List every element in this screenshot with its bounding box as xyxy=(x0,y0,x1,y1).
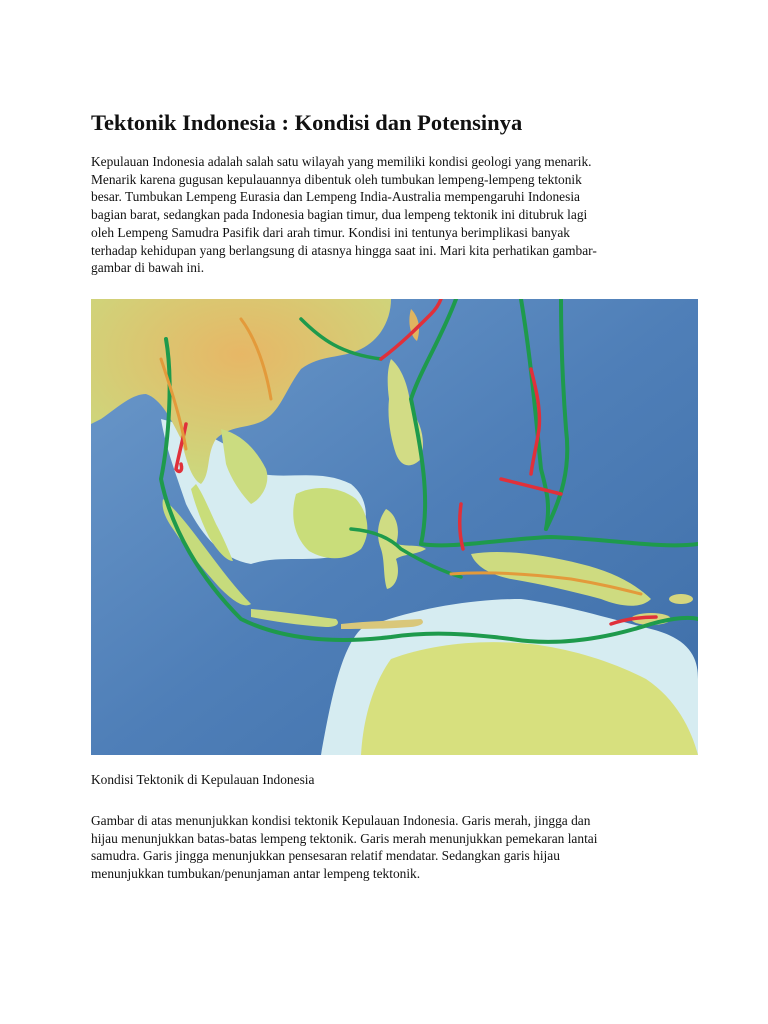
explanation-line: hijau menunjukkan batas-batas lempeng tektonik. Garis merah menunjukkan pemekaran lantai xyxy=(91,830,598,846)
island xyxy=(669,594,693,604)
explanation-line: menunjukkan tumbukan/penunjaman antar lempeng tektonik. xyxy=(91,866,421,882)
intro-line: gambar di bawah ini. xyxy=(91,260,205,276)
intro-line: terhadap kehidupan yang berlangsung di atasnya hingga saat ini. Mari kita perhatikan gambar- xyxy=(91,242,597,258)
intro-line: besar. Tumbukan Lempeng Eurasia dan Lempeng India-Australia mempengaruhi Indonesia xyxy=(91,189,580,205)
article-title: Tektonik Indonesia : Kondisi dan Potensinya xyxy=(91,110,523,135)
intro-line: Kepulauan Indonesia adalah salah satu wilayah yang memiliki kondisi geologi yang menarik. xyxy=(91,154,592,169)
intro-line: Menarik karena gugusan kepulauannya dibentuk oleh tumbukan lempeng-lempeng tektonik xyxy=(91,171,582,187)
explanation-line: Gambar di atas menunjukkan kondisi tektonik Kepulauan Indonesia. Garis merah, jingga dan xyxy=(91,813,591,828)
intro-line: oleh Lempeng Samudra Pasifik dari arah timur. Kondisi ini tentunya berimplikasi banyak xyxy=(91,224,570,240)
intro-paragraph xyxy=(91,153,671,277)
intro-line: bagian barat, sedangkan pada Indonesia bagian timur, dua lempeng tektonik ini ditubruk lagi xyxy=(91,207,588,223)
explanation-line: samudra. Garis jingga menunjukkan pensesaran relatif mendatar. Sedangkan garis hijau xyxy=(91,848,560,864)
explanation-paragraph xyxy=(91,812,671,883)
figure-caption: Kondisi Tektonik di Kepulauan Indonesia xyxy=(91,772,315,787)
tectonic-map xyxy=(91,299,698,755)
tectonic-map-figure xyxy=(91,299,698,755)
